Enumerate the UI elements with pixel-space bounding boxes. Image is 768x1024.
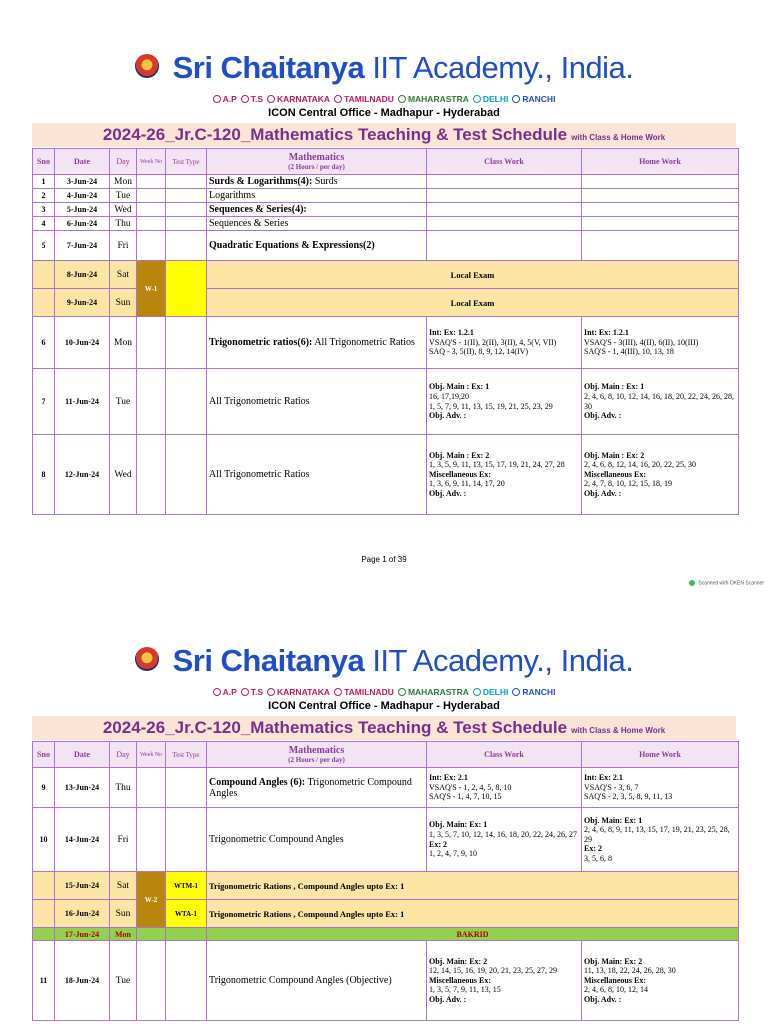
bullet-icon — [398, 688, 406, 696]
col-subject: Mathematics (2 Hours / per day) — [207, 149, 427, 175]
state-karnataka: KARNATAKA — [267, 94, 330, 104]
state-ap: A.P — [213, 94, 237, 104]
topic-cell: Trigonometric Compound Angles — [207, 808, 427, 872]
schedule-subtitle: with Class & Home Work — [571, 133, 666, 142]
state-tamilnadu: TAMILNADU — [334, 687, 394, 697]
header-row — [33, 742, 739, 768]
exam-label: Trigonometric Rations , Compound Angles upto Ex: 1 — [207, 900, 739, 928]
exam-label: Local Exam — [207, 261, 739, 289]
brand-title: Sri Chaitanya IIT Academy., India. — [0, 643, 768, 679]
bullet-icon — [241, 688, 249, 696]
bullet-icon — [334, 688, 342, 696]
home-work-cell: Int: Ex: 1.2.1 VSAQ'S - 3(III), 4(II), 6(II), 10(III) SAQ'S - 1, 4(III), 10, 13, 18 — [582, 317, 739, 369]
class-work-cell: Obj. Main: Ex: 1 1, 3, 5, 7, 10, 12, 14, 16, 18, 20, 22, 24, 26, 27 Ex: 2 1, 2, 4, 7, 9, 10 — [427, 808, 582, 872]
col-test-type: Test Type — [166, 742, 207, 768]
bullet-icon — [473, 95, 481, 103]
state-ranchi: RANCHI — [512, 94, 555, 104]
states-line — [0, 94, 768, 104]
states-line — [0, 687, 768, 697]
class-work-cell: Int: Ex: 2.1 VSAQ'S - 1, 2, 4, 5, 8, 10 SAQ'S - 1, 4, 7, 10, 15 — [427, 768, 582, 808]
col-home-work: Home Work — [582, 149, 739, 175]
topic-cell: Sequences & Series(4): — [207, 203, 427, 217]
bullet-icon — [512, 95, 520, 103]
col-class-work: Class Work — [427, 742, 582, 768]
exam-row: 8-Jun-24 Sat W-1 Local Exam — [33, 261, 739, 289]
exam-row: 16-Jun-24 Sun WTA-1 Trigonometric Rations , Compound Angles upto Ex: 1 — [33, 900, 739, 928]
home-work-cell: Obj. Main : Ex: 2 2, 4, 6, 8, 12, 14, 16, 20, 22, 25, 30 Miscellaneous Ex: 2, 4, 7, 8, 10, 12, 15, 18, 19 Obj. Adv. : — [582, 435, 739, 515]
page-number: Page 1 of 39 — [361, 555, 407, 564]
home-work-cell: Obj. Main : Ex: 1 2, 4, 6, 8, 10, 12, 14, 16, 18, 20, 22, 24, 26, 28, 30 Obj. Adv. : — [582, 369, 739, 435]
table-row: 4 6-Jun-24 Thu Sequences & Series — [33, 217, 739, 231]
holiday-row: 17-Jun-24 Mon BAKRID — [33, 928, 739, 941]
document-page-2 — [0, 600, 768, 1024]
home-work-cell: Int: Ex: 2.1 VSAQ'S - 3, 6, 7 SAQ'S - 2, 3, 5, 8, 9, 11, 13 — [582, 768, 739, 808]
state-ap: A.P — [213, 687, 237, 697]
bullet-icon — [267, 95, 275, 103]
state-ts: T.S — [241, 687, 263, 697]
bullet-icon — [473, 688, 481, 696]
bullet-icon — [334, 95, 342, 103]
topic-cell: Trigonometric Compound Angles (Objective) — [207, 941, 427, 1021]
state-karnataka: KARNATAKA — [267, 687, 330, 697]
state-ts: T.S — [241, 94, 263, 104]
col-week: Week No — [137, 149, 166, 175]
class-work-cell: Obj. Main : Ex: 1 16, 17,19,20 1, 5, 7, 9, 11, 13, 15, 19, 21, 25, 23, 29 Obj. Adv. : — [427, 369, 582, 435]
topic-cell: All Trigonometric Ratios — [207, 369, 427, 435]
exam-label: Local Exam — [207, 289, 739, 317]
bullet-icon — [398, 95, 406, 103]
test-type-cell: WTA-1 — [166, 900, 207, 928]
topic-cell: Compound Angles (6): Trigonometric Compound Angles — [207, 768, 427, 808]
table-row: 5 7-Jun-24 Fri Quadratic Equations & Expressions(2) — [33, 231, 739, 261]
office-line: ICON Central Office - Madhapur - Hyderabad — [268, 107, 500, 119]
academy-logo-icon — [135, 54, 159, 78]
home-work-cell: Obj. Main: Ex: 1 2, 4, 6, 8, 9, 11, 13, 15, 17, 19, 21, 23, 25, 28, 29 Ex: 2 3, 5, 6, 8 — [582, 808, 739, 872]
class-work-cell: Int: Ex: 1.2.1 VSAQ'S - 1(II), 2(II), 3(II), 4, 5(V, VII) SAQ - 3, 5(II), 8, 9, 12, 14(IV) — [427, 317, 582, 369]
col-subject: Mathematics (2 Hours / per day) — [207, 742, 427, 768]
test-type-cell: WTM-1 — [166, 872, 207, 900]
state-tamilnadu: TAMILNADU — [334, 94, 394, 104]
class-work-cell: Obj. Main : Ex: 2 1, 3, 5, 9, 11, 13, 15, 17, 19, 21, 24, 27, 28 Miscellaneous Ex: 1, 3, 6, 9, 11, 14, 17, 20 Obj. Adv. : — [427, 435, 582, 515]
state-ranchi: RANCHI — [512, 687, 555, 697]
test-type-cell — [166, 261, 207, 317]
table-row: 2 4-Jun-24 Tue Logarithms — [33, 189, 739, 203]
col-day: Day — [110, 149, 137, 175]
scanner-watermark: Scanned with OKEN Scanner — [689, 580, 764, 586]
bullet-icon — [241, 95, 249, 103]
table-row: 10 14-Jun-24 Fri Trigonometric Compound Angles Obj. Main: Ex: 1 1, 3, 5, 7, 10, 12, 14, 16, 18, 20, 22, 24, 26, 27 Ex: 2 1, 2, 4, 7, 9, 10 Obj. Main: Ex: 1 2, 4, 6, 8, 9, 11, 13, 15, 17, 19, 21, 23, 25, 28, 29 Ex: 2 3, 5, 6, 8 — [33, 808, 739, 872]
topic-cell: Logarithms — [207, 189, 427, 203]
week-badge: W-1 — [137, 261, 166, 317]
schedule-title-bar — [32, 716, 736, 740]
col-date: Date — [55, 742, 110, 768]
week-badge: W-2 — [137, 872, 166, 928]
schedule-title-bar — [32, 123, 736, 147]
topic-cell: All Trigonometric Ratios — [207, 435, 427, 515]
table-row: 1 3-Jun-24 Mon Surds & Logarithms(4): Surds — [33, 175, 739, 189]
scanner-logo-icon — [689, 580, 695, 586]
bullet-icon — [213, 688, 221, 696]
col-day: Day — [110, 742, 137, 768]
table-row: 3 5-Jun-24 Wed Sequences & Series(4): — [33, 203, 739, 217]
brand-title: Sri Chaitanya IIT Academy., India. — [0, 50, 768, 86]
office-line: ICON Central Office - Madhapur - Hyderabad — [268, 700, 500, 712]
state-delhi: DELHI — [473, 687, 509, 697]
holiday-label: BAKRID — [207, 928, 739, 941]
exam-row: 9-Jun-24 Sun Local Exam — [33, 289, 739, 317]
col-sno: Sno — [33, 742, 55, 768]
col-date: Date — [55, 149, 110, 175]
col-test-type: Test Type — [166, 149, 207, 175]
bullet-icon — [213, 95, 221, 103]
exam-label: Trigonometric Rations , Compound Angles upto Ex: 1 — [207, 872, 739, 900]
col-week: Week No — [137, 742, 166, 768]
state-maharastra: MAHARASTRA — [398, 687, 469, 697]
topic-cell: Quadratic Equations & Expressions(2) — [207, 231, 427, 261]
state-maharastra: MAHARASTRA — [398, 94, 469, 104]
col-sno: Sno — [33, 149, 55, 175]
topic-cell: Sequences & Series — [207, 217, 427, 231]
table-row: 6 10-Jun-24 Mon Trigonometric ratios(6): All Trigonometric Ratios Int: Ex: 1.2.1 VSAQ'S - 1(II), 2(II), 3(II), 4, 5(V, VII) SAQ - 3, 5(II), 8, 9, 12, 14(IV) Int: Ex: 1.2.1 VSAQ'S - 3(III), 4(II), 6(II), 10(III) SAQ'S - 1, 4(III), 10, 13, 18 — [33, 317, 739, 369]
bullet-icon — [512, 688, 520, 696]
table-row: 7 11-Jun-24 Tue All Trigonometric Ratios Obj. Main : Ex: 1 16, 17,19,20 1, 5, 7, 9, 11, 13, 15, 19, 21, 25, 23, 29 Obj. Adv. : Obj. Main : Ex: 1 2, 4, 6, 8, 10, 12, 14, 16, 18, 20, 22, 24, 26, 28, 30 Obj. Adv. : — [33, 369, 739, 435]
schedule-table-page-2 — [32, 741, 739, 1021]
schedule-subtitle: with Class & Home Work — [571, 726, 666, 735]
table-row: 9 13-Jun-24 Thu Compound Angles (6): Trigonometric Compound Angles Int: Ex: 2.1 VSAQ'S - 1, 2, 4, 5, 8, 10 SAQ'S - 1, 4, 7, 10, 15 Int: Ex: 2.1 VSAQ'S - 3, 6, 7 SAQ'S - 2, 3, 5, 8, 9, 11, 13 — [33, 768, 739, 808]
col-class-work: Class Work — [427, 149, 582, 175]
col-home-work: Home Work — [582, 742, 739, 768]
table-row: 11 18-Jun-24 Tue Trigonometric Compound Angles (Objective) Obj. Main: Ex: 2 12, 14, 15, 16, 19, 20, 21, 23, 25, 27, 29 Miscellaneous Ex: 1, 3, 5, 7, 9, 11, 13, 15 Obj. Adv. : Obj. Main: Ex: 2 11, 13, 18, 22, 24, 26, 28, 30 Miscellaneous Ex: 2, 4, 6, 8, 10, 12, 14 Obj. Adv. : — [33, 941, 739, 1021]
topic-cell: Surds & Logarithms(4): Surds — [207, 175, 427, 189]
schedule-table-page-1 — [32, 148, 739, 515]
exam-row: 15-Jun-24 Sat W-2 WTM-1 Trigonometric Rations , Compound Angles upto Ex: 1 — [33, 872, 739, 900]
topic-cell: Trigonometric ratios(6): All Trigonometric Ratios — [207, 317, 427, 369]
academy-logo-icon — [135, 647, 159, 671]
state-delhi: DELHI — [473, 94, 509, 104]
bullet-icon — [267, 688, 275, 696]
schedule-title: 2024-26_Jr.C-120_Mathematics Teaching & Test Schedule — [102, 125, 568, 144]
home-work-cell: Obj. Main: Ex: 2 11, 13, 18, 22, 24, 26, 28, 30 Miscellaneous Ex: 2, 4, 6, 8, 10, 12, 14 Obj. Adv. : — [582, 941, 739, 1021]
header-row — [33, 149, 739, 175]
table-row: 8 12-Jun-24 Wed All Trigonometric Ratios Obj. Main : Ex: 2 1, 3, 5, 9, 11, 13, 15, 17, 19, 21, 24, 27, 28 Miscellaneous Ex: 1, 3, 6, 9, 11, 14, 17, 20 Obj. Adv. : Obj. Main : Ex: 2 2, 4, 6, 8, 12, 14, 16, 20, 22, 25, 30 Miscellaneous Ex: 2, 4, 7, 8, 10, 12, 15, 18, 19 Obj. Adv. : — [33, 435, 739, 515]
class-work-cell: Obj. Main: Ex: 2 12, 14, 15, 16, 19, 20, 21, 23, 25, 27, 29 Miscellaneous Ex: 1, 3, 5, 7, 9, 11, 13, 15 Obj. Adv. : — [427, 941, 582, 1021]
schedule-title: 2024-26_Jr.C-120_Mathematics Teaching & Test Schedule — [102, 718, 568, 737]
